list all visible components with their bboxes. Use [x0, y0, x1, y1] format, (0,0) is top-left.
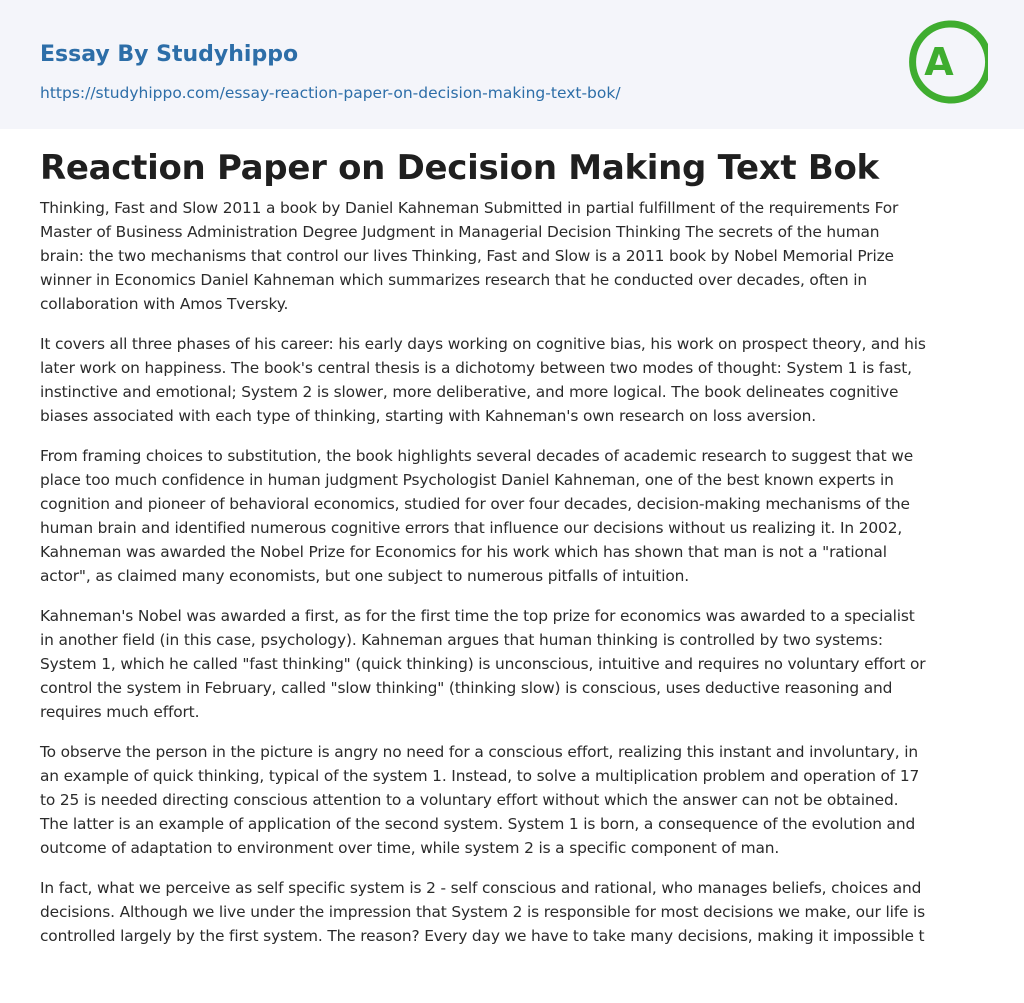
logo-letter: A [924, 40, 954, 84]
paragraph-line: Thinking, Fast and Slow 2011 a book by Daniel Kahneman Submitted in partial fulfillment of the requirements For [40, 199, 899, 217]
essay-paragraph [40, 740, 990, 860]
site-brand[interactable]: Essay By Studyhippo [40, 42, 299, 67]
paragraph-line: biases associated with each type of thinking, starting with Kahneman's own research on loss aversion. [40, 407, 816, 425]
paragraph-line: collaboration with Amos Tversky. [40, 295, 289, 313]
paragraph-line: control the system in February, called "slow thinking" (thinking slow) is conscious, uses deductive reasoning and [40, 679, 893, 697]
essay-paragraph [40, 196, 990, 316]
essay-paragraph [40, 604, 990, 724]
paragraph-line: brain: the two mechanisms that control our lives Thinking, Fast and Slow is a 2011 book by Nobel Memorial Prize [40, 247, 894, 265]
essay-paragraph [40, 876, 990, 948]
paragraph-line: Kahneman's Nobel was awarded a first, as for the first time the top prize for economics was awarded to a specialist [40, 607, 915, 625]
paragraph-line: requires much effort. [40, 703, 200, 721]
studyhippo-logo-icon[interactable] [904, 18, 988, 106]
paragraph-line: actor", as claimed many economists, but one subject to numerous pitfalls of intuition. [40, 567, 689, 585]
paragraph-line: It covers all three phases of his career: his early days working on cognitive bias, his work on prospect theory, and his [40, 335, 926, 353]
paragraph-line: From framing choices to substitution, the book highlights several decades of academic research to suggest that we [40, 447, 914, 465]
paragraph-line: in another field (in this case, psychology). Kahneman argues that human thinking is controlled by two systems: [40, 631, 883, 649]
paragraph-line: controlled largely by the first system. The reason? Every day we have to take many decisions, making it impossible t [40, 927, 925, 945]
paragraph-line: In fact, what we perceive as self specific system is 2 - self conscious and rational, who manages beliefs, choices and [40, 879, 922, 897]
paragraph-line: outcome of adaptation to environment over time, while system 2 is a specific component of man. [40, 839, 780, 857]
paragraph-line: Master of Business Administration Degree Judgment in Managerial Decision Thinking The secrets of the human [40, 223, 880, 241]
paragraph-line: place too much confidence in human judgment Psychologist Daniel Kahneman, one of the best known experts in [40, 471, 894, 489]
essay-body [40, 196, 990, 948]
paragraph-line: winner in Economics Daniel Kahneman which summarizes research that he conducted over decades, often in [40, 271, 867, 289]
site-header [0, 0, 1024, 129]
paragraph-line: To observe the person in the picture is angry no need for a conscious effort, realizing this instant and involuntary, in [40, 743, 918, 761]
essay-paragraph [40, 332, 990, 428]
essay-url-link[interactable]: https://studyhippo.com/essay-reaction-paper-on-decision-making-text-bok/ [40, 84, 621, 102]
paragraph-line: to 25 is needed directing conscious attention to a voluntary effort without which the answer can not be obtained. [40, 791, 899, 809]
paragraph-line: later work on happiness. The book's central thesis is a dichotomy between two modes of thought: System 1 is fast, [40, 359, 912, 377]
paragraph-line: an example of quick thinking, typical of the system 1. Instead, to solve a multiplication problem and operation of 17 [40, 767, 920, 785]
paragraph-line: Kahneman was awarded the Nobel Prize for Economics for his work which has shown that man is not a "rational [40, 543, 887, 561]
essay-article [40, 146, 990, 948]
paragraph-line: The latter is an example of application of the second system. System 1 is born, a consequence of the evolution and [40, 815, 916, 833]
paragraph-line: cognition and pioneer of behavioral economics, studied for over four decades, decision-making mechanisms of the [40, 495, 910, 513]
paragraph-line: human brain and identified numerous cognitive errors that influence our decisions without us realizing it. In 2002, [40, 519, 903, 537]
essay-title: Reaction Paper on Decision Making Text Bok [40, 148, 879, 188]
paragraph-line: System 1, which he called "fast thinking" (quick thinking) is unconscious, intuitive and requires no voluntary effort or [40, 655, 926, 673]
essay-paragraph [40, 444, 990, 588]
paragraph-line: instinctive and emotional; System 2 is slower, more deliberative, and more logical. The book delineates cognitive [40, 383, 899, 401]
paragraph-line: decisions. Although we live under the impression that System 2 is responsible for most decisions we make, our life is [40, 903, 926, 921]
